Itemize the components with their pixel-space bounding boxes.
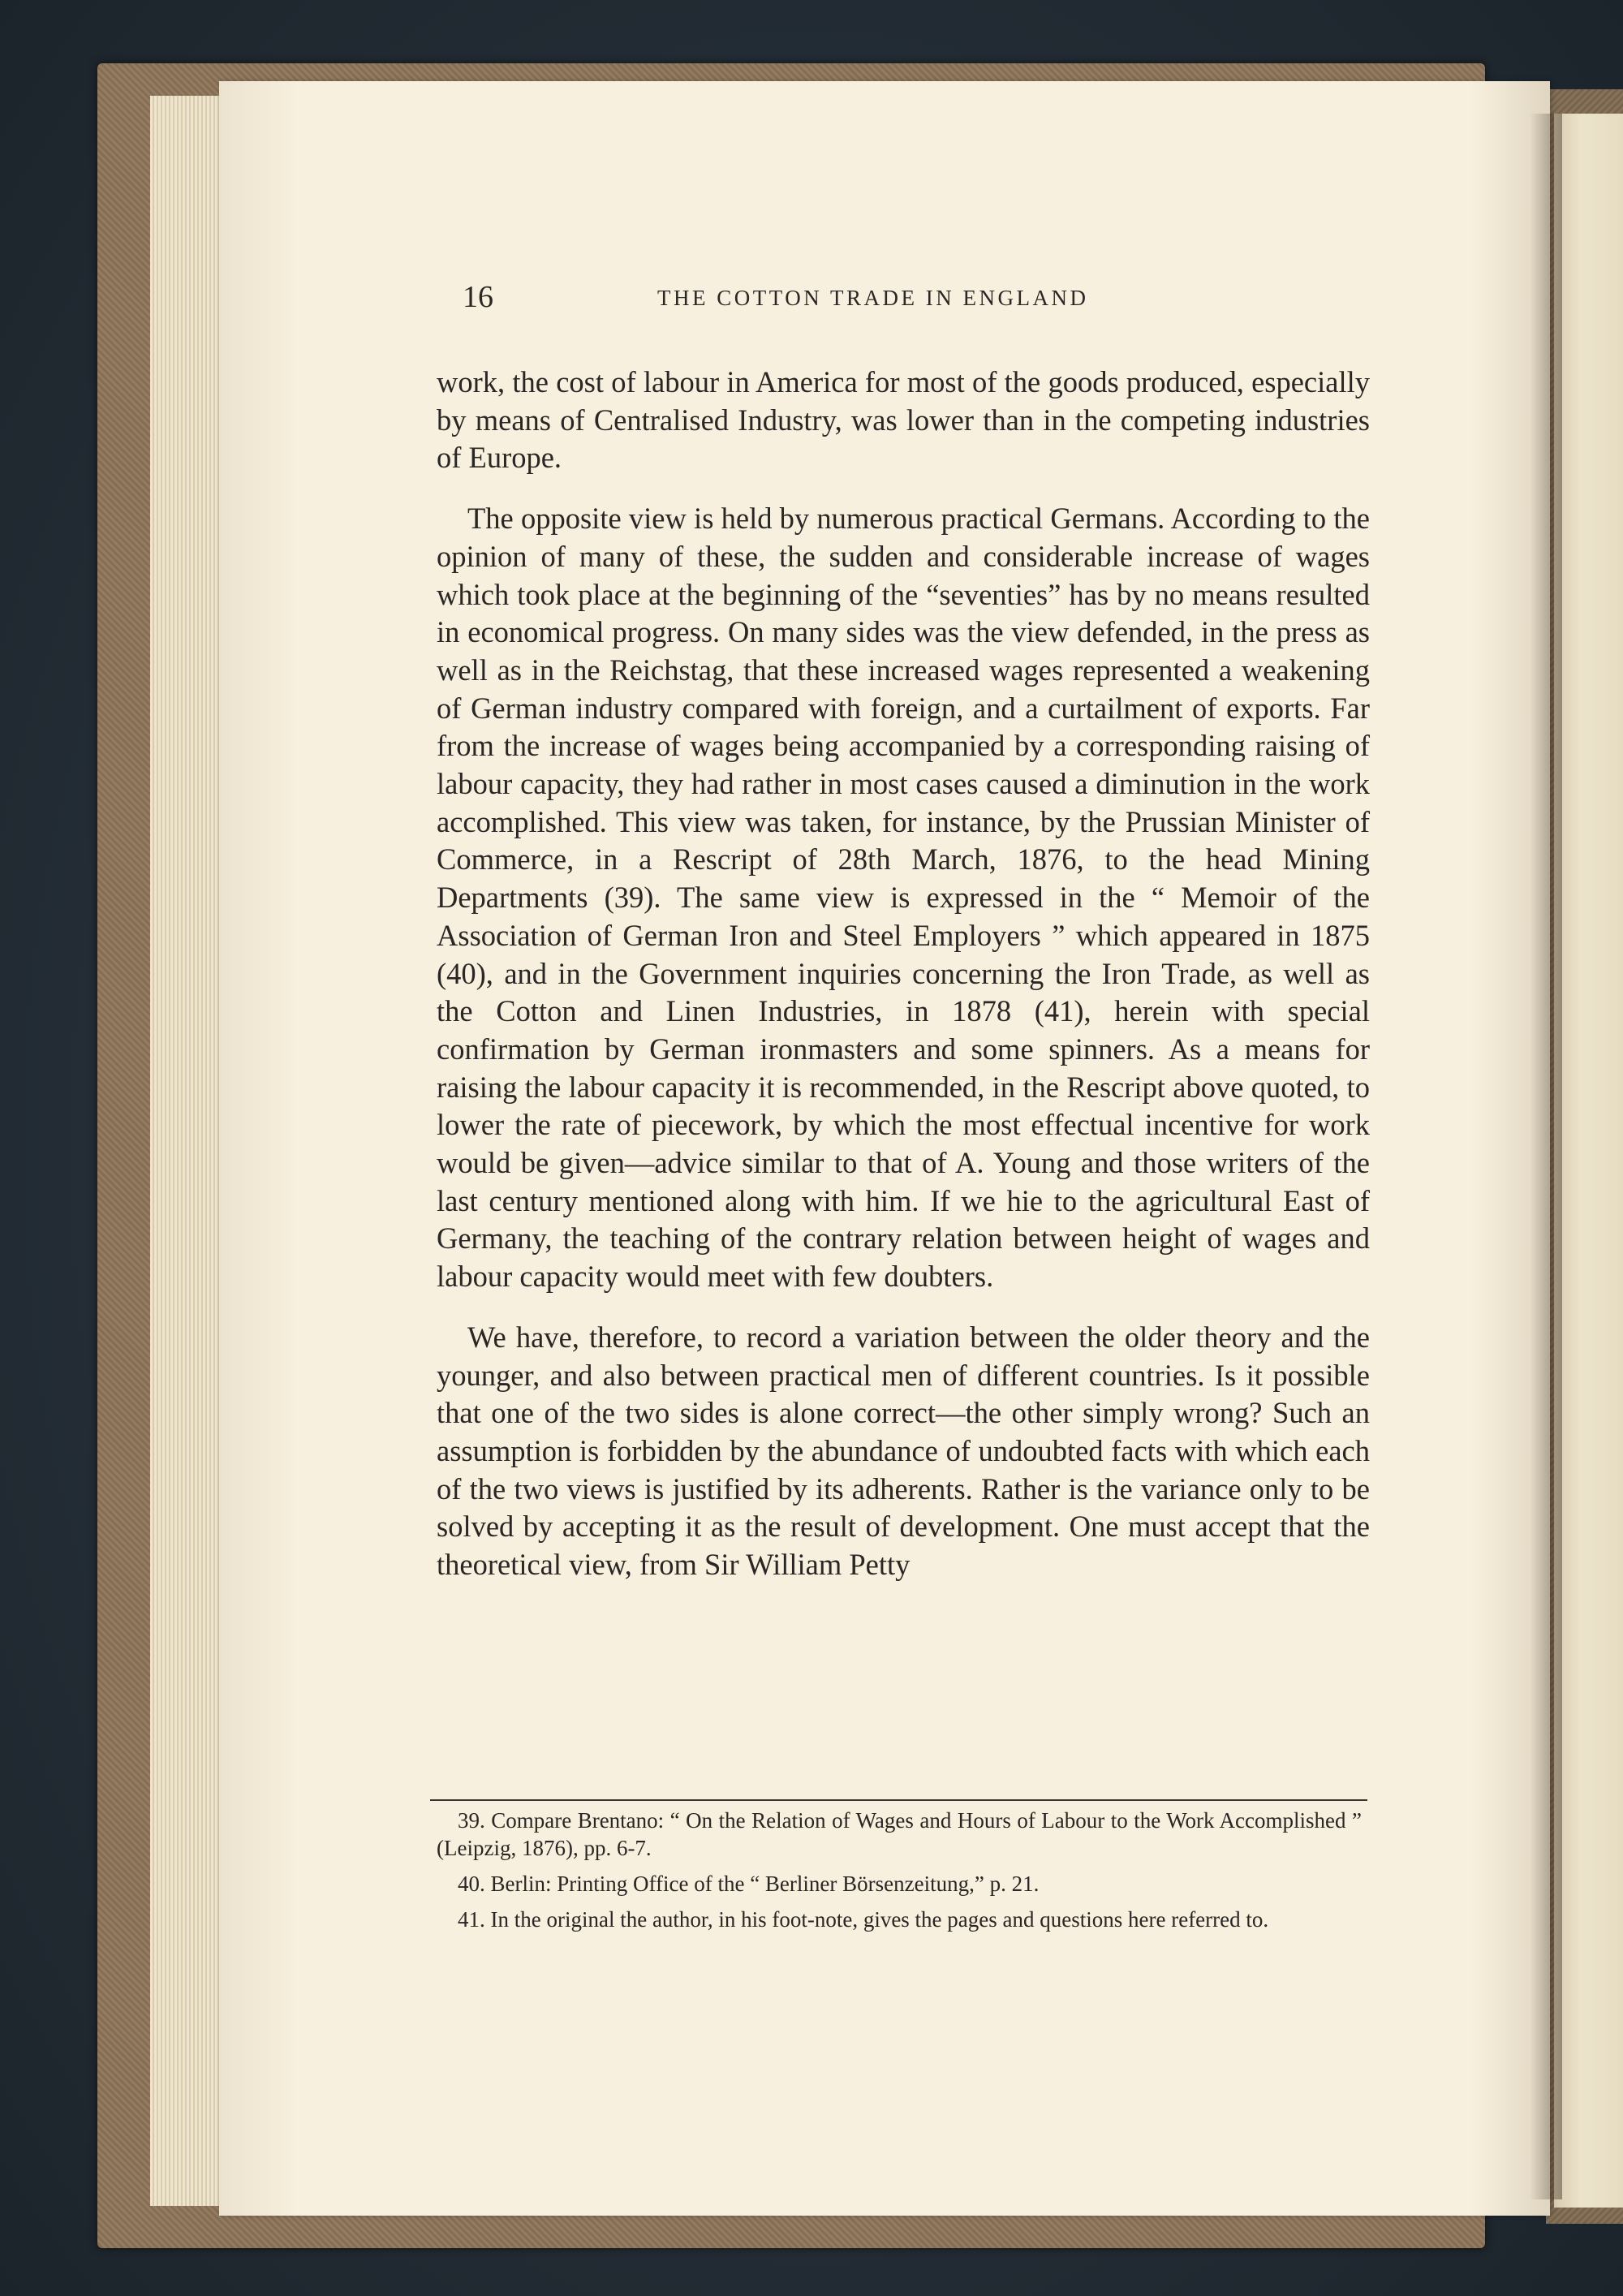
footnote-rule [430, 1799, 1367, 1801]
running-head: THE COTTON TRADE IN ENGLAND [657, 286, 1089, 310]
footnote: 40. Berlin: Printing Office of the “ Berliner Börsenzeitung,” p. 21. [458, 1872, 1040, 1896]
page-header [463, 280, 1420, 320]
body-text [437, 364, 1370, 1584]
page-edges [150, 96, 223, 2206]
paragraph: The opposite view is held by numerous practical Germans. According to the opinion of many of these, the sudden and considerable increase of wages which took place at the beginning of the “seventies” has by no means resulted in economical progress. On many sides was the view defended, in the press as well as in the Reichstag, that these increased wages represented a weakening of German industry compared with foreign, and a curtailment of exports. Far from the increase of wages being accompanied by a corresponding raising of labour capacity, they had rather in most cases caused a diminution in the work accomplished. This view was taken, for instance, by the Prussian Minister of Commerce, in a Rescript of 28th March, 1876, to the head Mining Departments (39). The same view is expressed in the “ Memoir of the Association of German Iron and Steel Employers ” which appeared in 1875 (40), and in the Government inquiries concerning the Iron Trade, as well as the Cotton and Linen Industries, in 1878 (41), herein with special confirmation by German ironmasters and some spinners. As a means for raising the labour capacity it is recommended, in the Rescript above quoted, to lower the rate of piecework, by which the most effectual incentive for work would be given—advice similar to that of A. Young and those writers of the last century mentioned along with him. If we hie to the agricultural East of Germany, the teaching of the contrary relation between height of wages and labour capacity would meet with few doubters. [437, 502, 1370, 1294]
facing-page-edge [1554, 114, 1623, 2208]
paragraph: work, the cost of labour in America for most of the goods produced, especially by means of Centralised Industry, was lower than in the competing industries of Europe. [437, 365, 1370, 475]
footnote: 39. Compare Brentano: “ On the Relation of Wages and Hours of Labour to the Work Accomplished ” (Leipzig, 1876), pp. 6-7. [437, 1808, 1362, 1860]
footnotes [437, 1807, 1362, 1941]
page-number: 16 [463, 280, 493, 314]
gutter-shadow [1530, 114, 1562, 2199]
footnote: 41. In the original the author, in his foot-note, gives the pages and questions here referred to. [458, 1907, 1269, 1932]
paragraph: We have, therefore, to record a variation between the older theory and the younger, and also between practical men of different countries. Is it possible that one of the two sides is alone correct—the other simply wrong? Such an assumption is forbidden by the abundance of undoubted facts with which each of the two views is justified by its adherents. Rather is the variance only to be solved by accepting it as the result of development. One must accept that the theoretical view, from Sir William Petty [437, 1320, 1370, 1582]
